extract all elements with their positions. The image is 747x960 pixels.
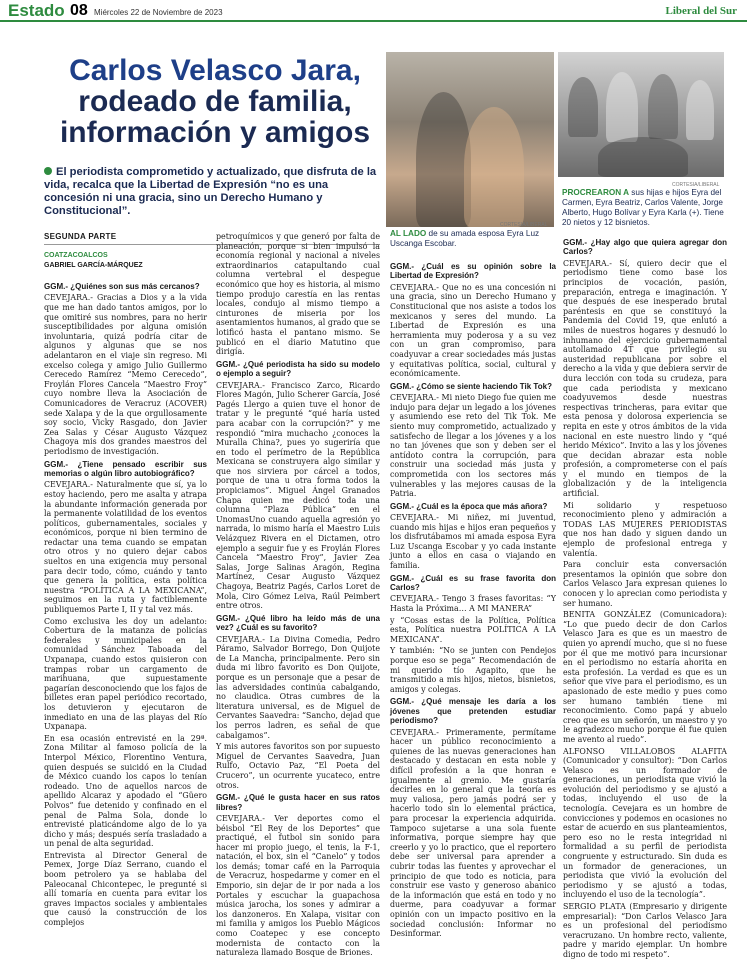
section-name: Estado bbox=[8, 1, 65, 20]
paragraph: SERGIO PLATA (Empresario y dirigente empresarial): “Don Carlos Velasco Jara es un profesional del periodismo veracruzano. Un hombre recto, valiente, padre y marido ejemplar. Un hombre digno de todo mi respeto”. bbox=[563, 902, 727, 959]
question: GGM.- ¿Qué mensaje les daría a los jóvenes que pretenden estudiar periodismo? bbox=[390, 697, 556, 726]
article-column-3 bbox=[390, 259, 556, 939]
issue-date: Miércoles 22 de Noviembre de 2023 bbox=[94, 8, 223, 17]
headline-line-3: información y amigos bbox=[59, 116, 371, 149]
deck-summary bbox=[44, 166, 380, 218]
byline: GABRIEL GARCÍA-MÁRQUEZ bbox=[44, 262, 143, 269]
paragraph: CEVEJARA.- Tengo 3 frases favoritas: “Y Hasta la Próxima… A MI MANERA” bbox=[390, 594, 556, 614]
question: GGM.- ¿Cuál es la época que más añora? bbox=[390, 501, 548, 511]
paragraph: Como exclusiva les doy un adelanto: Cobertura de la matanza de policías federales y municipales en la comunidad Sánchez Taboada del Uxpanapa, cuando estos quisieron con trampas robar un cargamento de marihuana, que supuestamente pagarían desconociendo que los fajos de billetes eran papel periódico recortado, los detuvieron y ejecutaron de inmediato en una de las playas del Río Uxpanapa. bbox=[44, 616, 207, 732]
paragraph: CEVEJARA.- La Divina Comedia, Pedro Páramo, Salvador Borrego, Don Quijote de La Mancha, principalmente. Pero sin duda mi libro favorito es Don Quijote, porque es un personaje que a pesar de las adversidades continúa cabalgando, no claudica. Otras cumbres de la literatura universal, es de Miguel de Cervantes Saavedra: “Sancho, dejad que los perros ladren, es señal de que cabalgamos”. bbox=[216, 634, 380, 740]
headline bbox=[50, 55, 380, 148]
headline-line-2: rodeado de familia, bbox=[78, 85, 352, 118]
photo-caption-left bbox=[390, 229, 556, 249]
paragraph: CEVEJARA.- Gracias a Dios y a la vida que me han dado tantos amigos, por lo que omitiré sus nombres, para no herir susceptibilidades por alguna omisión involuntaria, quizá podría citar de algunos y algunas que se nos adelantaron en el viaje sin regreso. Mi excelso colega y amigo Julio Guillermo Cerecedo Ramírez “Memo Cerecedo”, Froylán Flores Cancela “Maestro Froy” cuyo nombre lleva la Asociación de Comunicadores de Veracruz (ACOVER) sede Xalapa y de la que orgullosamente soy socio, Vicky Rasgado, don Javier Zea Salas y César Augusto Vázquez Chagoya mis dos grandes maestros del periodismo de investigación. bbox=[44, 293, 207, 456]
headline-line-1: Carlos Velasco Jara, bbox=[69, 54, 361, 87]
article-column-4 bbox=[563, 235, 727, 959]
paragraph: CEVEJARA.- Francisco Zarco, Ricardo Flores Magón, Julio Scherer García, José Pagés Llergo a quien tuve el honor de tratar y le pregunté “qué haría usted para acabar con la corrupción?” y me respondió “mira muchacho ¿conoces la Muralla China?, pues yo sugeriría que en todo el perímetro de la República Mexicana se construyera algo similar y que nos sirviera por cárcel a todos, porque de una u otra forma todos la propiciamos”. Miguel Ángel Granados Chapa quien me dedicó toda una columna “Plaza Pública” en el UnomasUno cuando aquella agresión yo narrada, lo mismo haría el Maestro Luis Velázquez Rivera en el Dictamen, otro ejemplo a seguir fue y es Froylán Flores Cancela “Maestro Froy”, Javier Zea Salas, Jorge Salinas Aragón, Regina Martínez, Cesar Augusto Vázquez Chagoya, Beatriz Pagés, Carlos Loret de Mola, Ciro Gómez Leiva, Raúl Peimbert entre otros. bbox=[216, 380, 380, 611]
paragraph: CEVEJARA.- Mi niñez, mi juventud, cuando mis hijas e hijos eran pequeños y los disfrutábamos mi amada esposa Eyra Luz Uscanga Escobar y yo cada instante junto a ellos en casa o viajando en familia. bbox=[390, 513, 556, 571]
caption-lead-right: PROCREARON A bbox=[562, 188, 630, 197]
question: GGM.- ¿Qué periodista ha sido su modelo o ejemplo a seguir? bbox=[216, 359, 380, 379]
photo-caption-right bbox=[562, 188, 725, 228]
question: GGM.- ¿Cuál es su frase favorita don Carlos? bbox=[390, 573, 556, 593]
page-number: 08 bbox=[70, 2, 88, 19]
paragraph: CEVEJARA.- Naturalmente que sí, ya lo estoy haciendo, pero me asalta y atrapa la abundante información generada por la permanente volatilidad de los eventos políticos, gubernamentales, sociales y económicos, porque ni bien termino de redactar una tema cuando se empatan otro otros y no quiero dejar cabos sueltos en una exigencia muy personal para decir todo, cómo, cuándo y tanto que genera la política, esta política nuestra “POLÍTICA A LA MEXICANA”, seguimos en la ruta y factiblemente publiquemos Parte I, II y tal vez más. bbox=[44, 480, 207, 615]
paragraph: CEVEJARA.- Que no es una concesión ni una gracia, sino un Derecho Humano y Constitucional que nos asiste a todos los mexicanos y seres del mundo. La Libertad de Expresión es una herramienta muy poderosa y a su vez con un gran compromiso, para coadyuvar a crear sociedades más justas y equitativas política, social, cultural y económicamente. bbox=[390, 282, 556, 379]
bullet-icon bbox=[44, 167, 52, 175]
paragraph: CEVEJARA.- Mi nieto Diego fue quien me indujo para dejar un legado a los jóvenes y asumiendo ese reto del Tik Tok. Me siento muy comprometido, actualizado y satisfecho de llegar a los jóvenes y a los no tan jóvenes que son y deben ser el antídoto contra la corrupción, para construir una sociedad más justa y comprometida con los sectores más vulnerables y las mejores causas de la Patria. bbox=[390, 393, 556, 499]
paragraph: Mi solidario y respetuoso reconocimiento pleno y admiración a TODAS LAS MUJERES PERIODISTAS que nos han dado y siguen dando un ejemplo de profesional entrega y valentía. bbox=[563, 500, 727, 558]
question: GGM.- ¿Quiénes son sus más cercanos? bbox=[44, 282, 200, 291]
photo-couple bbox=[386, 52, 554, 227]
dateline-location: COATZACOALCOS bbox=[44, 252, 108, 259]
paragraph: BENITA GONZÁLEZ (Comunicadora): “Lo que puedo decir de don Carlos Velasco Jara es que es un maestro de quien yo aprendí mucho, que si no fuese por él que me motivó para incursionar en el periodismo no estaría ahorita en esta profesión. La verdad es que es un señor que vive para el periodismo, es un apasionado de este medio y pues como ser humano también tiene mi reconocimiento. Como papá y abuelo creo que es un señorón, un maestro y yo le agradezco mucho porque él fue quien me avento al ruedo”. bbox=[563, 610, 727, 744]
question: GGM.- ¿Hay algo que quiera agregar don Carlos? bbox=[563, 238, 727, 257]
paragraph: CEVEJARA.- Sí, quiero decir que el periodismo tiene como base los principios de vocación, pasión, preparación, entrega e imaginación. Y que después de ese inesperado brutal paréntesis en que se constituyó la Pandemia del Covid 19, que enlutó a miles de nuestros hogares y desnudó lo inhumano del ejercicio gubernamental autollamado 4T que privilegió su austeridad republicana por sobre el derecho a la vida y que debiera servir de dura lección con toda su crudeza, para que cada periodista y mexicano coadyuvemos desde nuestras respectivas trincheras, para evitar que esta penosa y dolorosa experiencia se repita en este y otros ámbitos de la vida nacional en este nuestro lindo y “qué herido México”. Invito a las y los jóvenes que decidan abrazar esta noble profesión, a comprometerse con el país y el mundo en tiempos de la globalización y de la inteligencia artificial. bbox=[563, 258, 727, 499]
caption-text-left: de su amada esposa Eyra Luz Uscanga Escobar. bbox=[390, 229, 540, 248]
paragraph: ALFONSO VILLALOBOS ALAFITA (Comunicador y consultor): “Don Carlos Velasco es un formador de generaciones, un periodista que vivió la evolución del periodismo y se ajustó a todas, incluyendo el uso de la tecnología. Cevejara es un hombre de convicciones y podemos en ocasiones no estar de acuerdo en sus planteamientos, pero eso no le resta integridad ni formalidad a su perfil de periodista congruente y estructurado. Sin duda es un formador de generaciones, un periodista que vivió la evolución del periodismo y se ajustó a todas, incluyendo el uso de la tecnología”. bbox=[563, 746, 727, 900]
question: GGM.- ¿Qué le gusta hacer en sus ratos libres? bbox=[216, 793, 380, 812]
paragraph: petroquímicos y que generó por falta de planeación, porque si bien impulsó la economía regional y nacional a niveles extraordinarios catapultando cual columna vertebral el despegue económico que hoy es historia, al mismo tiempo produjo carestía en las rentas locales, condujo al mismo tiempo a cinturones de miseria por los asentamientos humanos, al grado que se lotificó hasta el pantano mismo. Se publicó en el diario Matutino que dirigía. bbox=[216, 232, 380, 357]
caption-lead-left: AL LADO bbox=[390, 229, 427, 238]
paragraph: CEVEJARA.- Primeramente, permítame hacer un público reconocimiento a quienes de las nuevas generaciones han destacado y destacan en esta noble y difícil profesión a la que honran e igualmente al gremio. Me gustaría decirles en lo general que la teoría es muy valiosa, pero jamás podrá ser y hacerlo todo sin lo elemental práctica, para procesar la experiencia adquirida. Tampoco sujetarse a una sola fuente informativa, porque siempre hay que creerlo y yo lo practico, que el reportero debe ser universal para aprender a cubrir todas las fuentes y aprovechar el principio de que todo es noticia, para construir ese vasto y generoso abanico de la información que está en todo y no duerme, para coadyuvar a formar opinión con un impacto positivo en la sociedad conclusión: Informar no Desinformar. bbox=[390, 727, 556, 939]
paragraph: Entrevista al Director General de Pemex, Jorge Díaz Serrano, cuando el boom petrolero ya se hablaba del Paleocanal Chicontepec, le pregunté si allí tomaría en cuenta para evitar los graves impactos sociales y ambientales que causó la construcción de los complejos bbox=[44, 850, 207, 928]
newspaper-brand: Liberal del Sur bbox=[665, 5, 737, 17]
question: GGM.- ¿Qué libro ha leído más de una vez? ¿Cuál es su favorito? bbox=[216, 613, 380, 633]
paragraph: CEVEJARA.- Ver deportes como el béisbol “El Rey de los Deportes” que practiqué, el futbol sin sonido para hacer mi propio juego, el tenis, la F-1, natación, el box, sin el “Canelo” y todos los demás; tomar café en la Parroquia de Veracruz, hospedarme y comer en el Emporio, sin dejar de ir por nada a los Portales y escuchar la guapachosa música jarocha, los sones y admirar a los danzoneros. En Xalapa, visitar con mi familia y amigos los Pueblo Mágicos como Coatepec y ese concepto modernista de contacto con la naturaleza llamado Bosque de Briones. bbox=[216, 813, 380, 958]
deck-text: El periodista comprometido y actualizado, que disfruta de la vida, recalca que la Libertad de Expresión “no es una concesión ni una gracia, sino un Derecho Humano y Constitucional”. bbox=[44, 166, 377, 217]
photo-family bbox=[558, 52, 724, 177]
paragraph: En esa ocasión entrevisté en la 29ª. Zona Militar al famoso policía de la Interpol México, Florentino Ventura, quien después se suicidó en la Ciudad de México cuando los capos lo tenían rodeado. Uno de aquellos narcos de apellido Alcaraz y apodado el “Güero Polvos” fue detenido y confinado en el penal de Palma Sola, donde lo entrevisté platicándome algo de lo ya dicho y más; después sería trasladado a un penal de alta seguridad. bbox=[44, 733, 207, 849]
paragraph: Y mis autores favoritos son por supuesto Miguel de Cervantes Saavedra, Juan Rulfo, Octavio Paz, “El Poeta del Crucero”, un ocurrente yucateco, entre otros. bbox=[216, 742, 380, 790]
photo-credit-left: CORTESIA/LIBERAL bbox=[500, 222, 548, 228]
paragraph: Y también: “No se junten con Pendejos porque eso se pega” Recomendación de mi querido tío Agapito, que he transmitido a mis hijos, nietos, bisnietos, amigos y colegas. bbox=[390, 646, 556, 694]
section-header bbox=[0, 0, 747, 22]
paragraph: Para concluir esta conversación presentamos la opinión que sobre don Carlos Velasco Jara expresan quienes lo conocen y lo aprecian como periodista y ser humano. bbox=[563, 560, 727, 608]
article-column-2 bbox=[216, 232, 380, 958]
article-column-1 bbox=[44, 279, 207, 928]
paragraph: y “Cosas estas de la Política, Política esta, Política nuestra POLÍTICA A LA MEXICANA”. bbox=[390, 615, 556, 644]
caption-text-right: sus hijas e hijos Eyra del Carmen, Eyra Beatriz, Carlos Valente, Jorge Alberto, Hugo Bolívar y Eyra Karla (+). Tiene 20 nietos y 12 bisnietos. bbox=[562, 188, 724, 227]
part-label: SEGUNDA PARTE bbox=[44, 232, 117, 241]
question: GGM.- ¿Cómo se siente haciendo Tik Tok? bbox=[390, 381, 552, 391]
question: GGM.- ¿Cuál es su opinión sobre la Libertad de Expresión? bbox=[390, 262, 556, 281]
photo-credit-right: CORTESIA/LIBERAL bbox=[672, 182, 720, 188]
question: GGM.- ¿Tiene pensado escribir sus memorias o algún libro autobiográfico? bbox=[44, 459, 207, 478]
